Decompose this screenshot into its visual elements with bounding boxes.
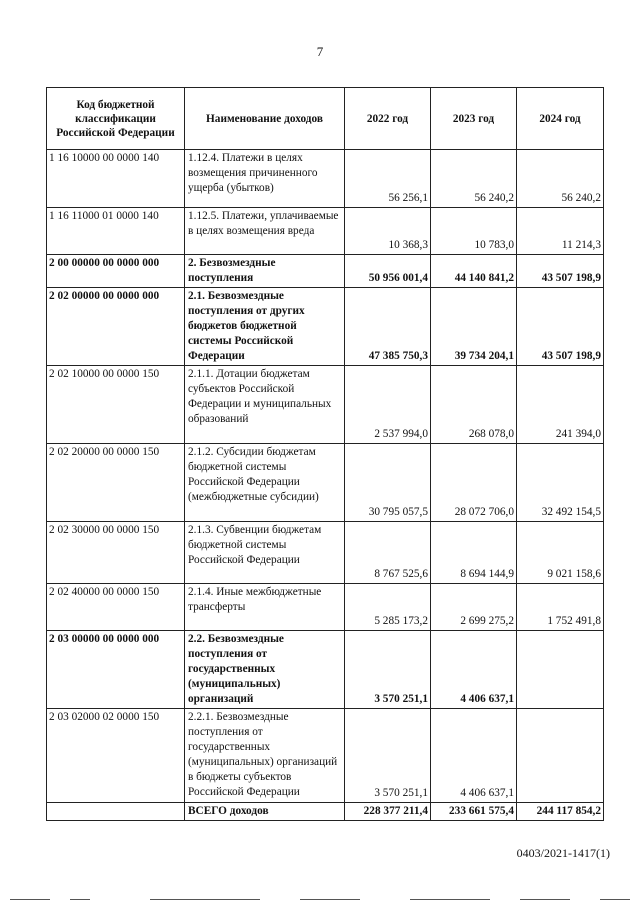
- page-number: 7: [316, 44, 324, 59]
- row-value-2024: 241 394,0: [517, 366, 604, 444]
- table-row: [47, 255, 604, 288]
- row-budget-code: 2 02 10000 00 0000 150: [47, 366, 185, 444]
- header-year-2023: 2023 год: [431, 88, 517, 150]
- header-budget-code: Код бюджетной классификации Российской Федерации: [47, 88, 185, 150]
- row-income-name: 1.12.4. Платежи в целях возмещения причиненного ущерба (убытков): [185, 150, 345, 208]
- row-value-2023: 4 406 637,1: [431, 631, 517, 709]
- row-income-name: 2.1.1. Дотации бюджетам субъектов Российской Федерации и муниципальных образований: [185, 366, 345, 444]
- row-value-2023: 28 072 706,0: [431, 444, 517, 522]
- table-body: [47, 150, 604, 821]
- row-value-2023: 10 783,0: [431, 208, 517, 255]
- row-value-2024: 11 214,3: [517, 208, 604, 255]
- row-value-2023: 268 078,0: [431, 366, 517, 444]
- row-value-2023: 56 240,2: [431, 150, 517, 208]
- budget-income-table: [46, 87, 604, 821]
- row-value-2022: 5 285 173,2: [345, 584, 431, 631]
- header-year-2024: 2024 год: [517, 88, 604, 150]
- row-budget-code: 2 03 00000 00 0000 000: [47, 631, 185, 709]
- row-value-2022: 30 795 057,5: [345, 444, 431, 522]
- row-income-name: 2.1. Безвозмездные поступления от других бюджетов бюджетной системы Российской Федерации: [185, 288, 345, 366]
- row-value-2024: [517, 631, 604, 709]
- header-year-2022: 2022 год: [345, 88, 431, 150]
- row-income-name: ВСЕГО доходов: [185, 803, 345, 821]
- row-value-2023: 233 661 575,4: [431, 803, 517, 821]
- row-income-name: 1.12.5. Платежи, уплачиваемые в целях возмещения вреда: [185, 208, 345, 255]
- row-value-2024: 9 021 158,6: [517, 522, 604, 584]
- table-row: [47, 709, 604, 803]
- row-value-2022: 8 767 525,6: [345, 522, 431, 584]
- row-value-2024: 56 240,2: [517, 150, 604, 208]
- row-value-2022: 3 570 251,1: [345, 631, 431, 709]
- table-row: [47, 208, 604, 255]
- row-income-name: 2.1.4. Иные межбюджетные трансферты: [185, 584, 345, 631]
- row-income-name: 2.1.3. Субвенции бюджетам бюджетной системы Российской Федерации: [185, 522, 345, 584]
- row-budget-code: 2 02 40000 00 0000 150: [47, 584, 185, 631]
- row-value-2022: 228 377 211,4: [345, 803, 431, 821]
- table-header-row: [47, 88, 604, 150]
- row-budget-code: 1 16 10000 00 0000 140: [47, 150, 185, 208]
- row-budget-code: 2 03 02000 02 0000 150: [47, 709, 185, 803]
- table-row: [47, 150, 604, 208]
- row-budget-code: 2 02 30000 00 0000 150: [47, 522, 185, 584]
- row-value-2023: 44 140 841,2: [431, 255, 517, 288]
- row-income-name: 2. Безвозмездные поступления: [185, 255, 345, 288]
- table-row: [47, 288, 604, 366]
- table-row: [47, 366, 604, 444]
- row-budget-code: 2 02 20000 00 0000 150: [47, 444, 185, 522]
- row-income-name: 2.2.1. Безвозмездные поступления от государственных (муниципальных) организаций в бюджеты субъектов Российской Федерации: [185, 709, 345, 803]
- row-value-2023: 8 694 144,9: [431, 522, 517, 584]
- row-income-name: 2.1.2. Субсидии бюджетам бюджетной системы Российской Федерации (межбюджетные субсидии): [185, 444, 345, 522]
- row-value-2022: 10 368,3: [345, 208, 431, 255]
- row-value-2022: 2 537 994,0: [345, 366, 431, 444]
- row-value-2024: 32 492 154,5: [517, 444, 604, 522]
- row-value-2024: [517, 709, 604, 803]
- table-row: [47, 522, 604, 584]
- row-budget-code: [47, 803, 185, 821]
- row-value-2022: 50 956 001,4: [345, 255, 431, 288]
- header-income-name: Наименование доходов: [185, 88, 345, 150]
- row-value-2024: 244 117 854,2: [517, 803, 604, 821]
- row-budget-code: 1 16 11000 01 0000 140: [47, 208, 185, 255]
- row-value-2024: 1 752 491,8: [517, 584, 604, 631]
- row-value-2023: 39 734 204,1: [431, 288, 517, 366]
- table-row: [47, 444, 604, 522]
- table-row: [47, 631, 604, 709]
- row-value-2022: 3 570 251,1: [345, 709, 431, 803]
- row-value-2023: 4 406 637,1: [431, 709, 517, 803]
- scan-edge-marks: [0, 893, 640, 905]
- row-value-2023: 2 699 275,2: [431, 584, 517, 631]
- row-budget-code: 2 02 00000 00 0000 000: [47, 288, 185, 366]
- row-income-name: 2.2. Безвозмездные поступления от государственных (муниципальных) организаций: [185, 631, 345, 709]
- row-value-2022: 56 256,1: [345, 150, 431, 208]
- table-row: [47, 803, 604, 821]
- row-value-2024: 43 507 198,9: [517, 288, 604, 366]
- row-value-2022: 47 385 750,3: [345, 288, 431, 366]
- row-value-2024: 43 507 198,9: [517, 255, 604, 288]
- table-row: [47, 584, 604, 631]
- document-code: 0403/2021-1417(1): [516, 846, 610, 860]
- row-budget-code: 2 00 00000 00 0000 000: [47, 255, 185, 288]
